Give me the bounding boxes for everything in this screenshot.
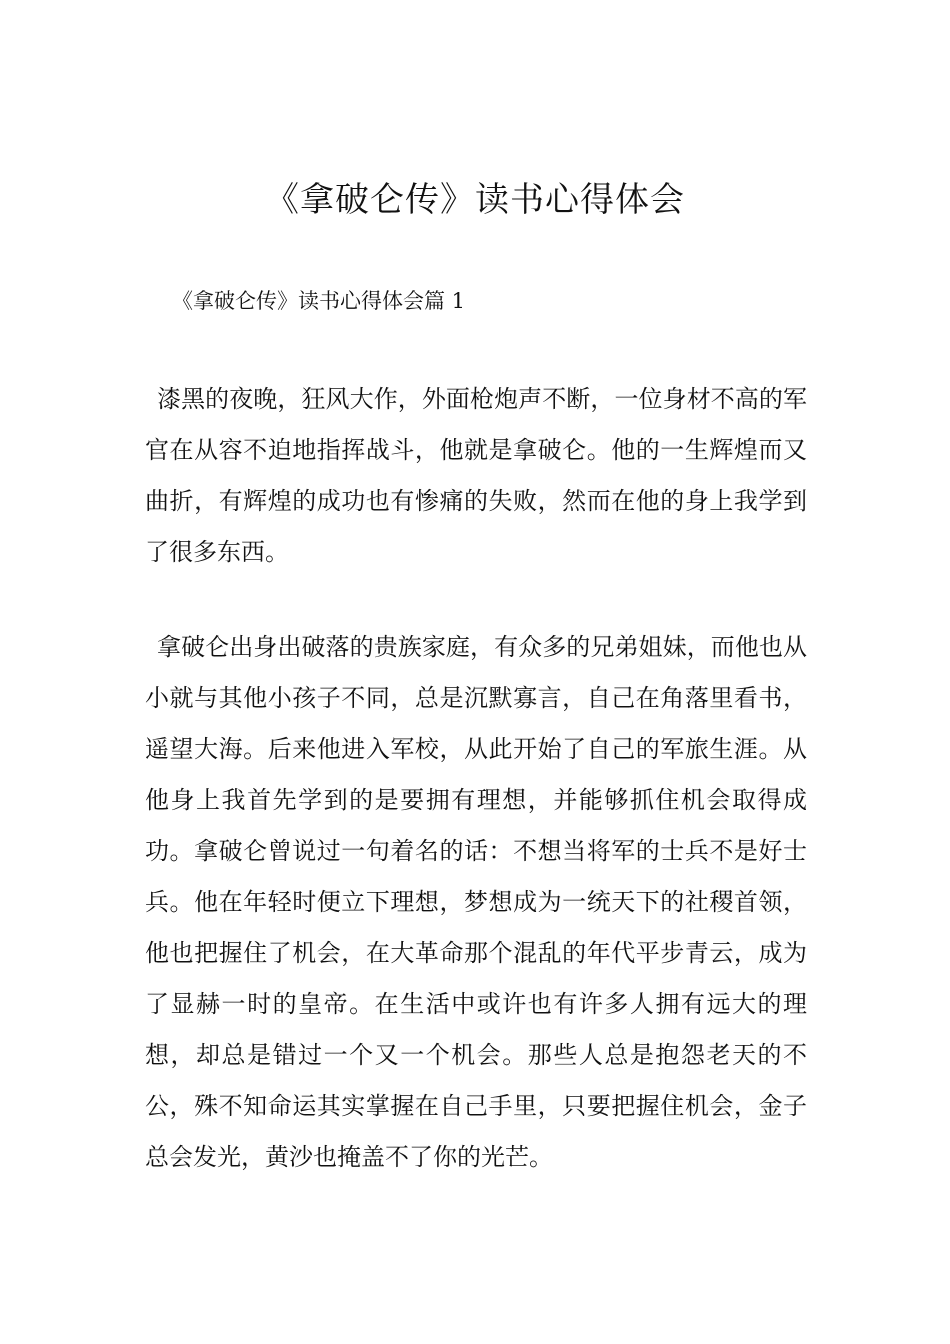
- body-paragraph-1: 漆黑的夜晚，狂风大作，外面枪炮声不断，一位身材不高的军官在从容不迫地指挥战斗，他就是拿破仑。他的一生辉煌而又曲折，有辉煌的成功也有惨痛的失败，然而在他的身上我学到了很多东西。: [145, 385, 807, 566]
- body-paragraph-2: 拿破仑出身出破落的贵族家庭，有众多的兄弟姐妹，而他也从小就与其他小孩子不同，总是沉默寡言，自己在角落里看书，遥望大海。后来他进入军校，从此开始了自己的军旅生涯。从他身上我首先学到的是要拥有理想，并能够抓住机会取得成功。拿破仑曾说过一句着名的话：不想当将军的士兵不是好士兵。他在年轻时便立下理想，梦想成为一统天下的社稷首领，他也把握住了机会，在大革命那个混乱的年代平步青云，成为了显赫一时的皇帝。在生活中或许也有许多人拥有远大的理想，却总是错过一个又一个机会。那些人总是抱怨老天的不公，殊不知命运其实掌握在自己手里，只要把握住机会，金子总会发光，黄沙也掩盖不了你的光芒。: [145, 633, 807, 1171]
- section-heading: 《拿破仑传》读书心得体会篇 1: [172, 289, 466, 313]
- document-title: 《拿破仑传》读书心得体会: [265, 180, 685, 220]
